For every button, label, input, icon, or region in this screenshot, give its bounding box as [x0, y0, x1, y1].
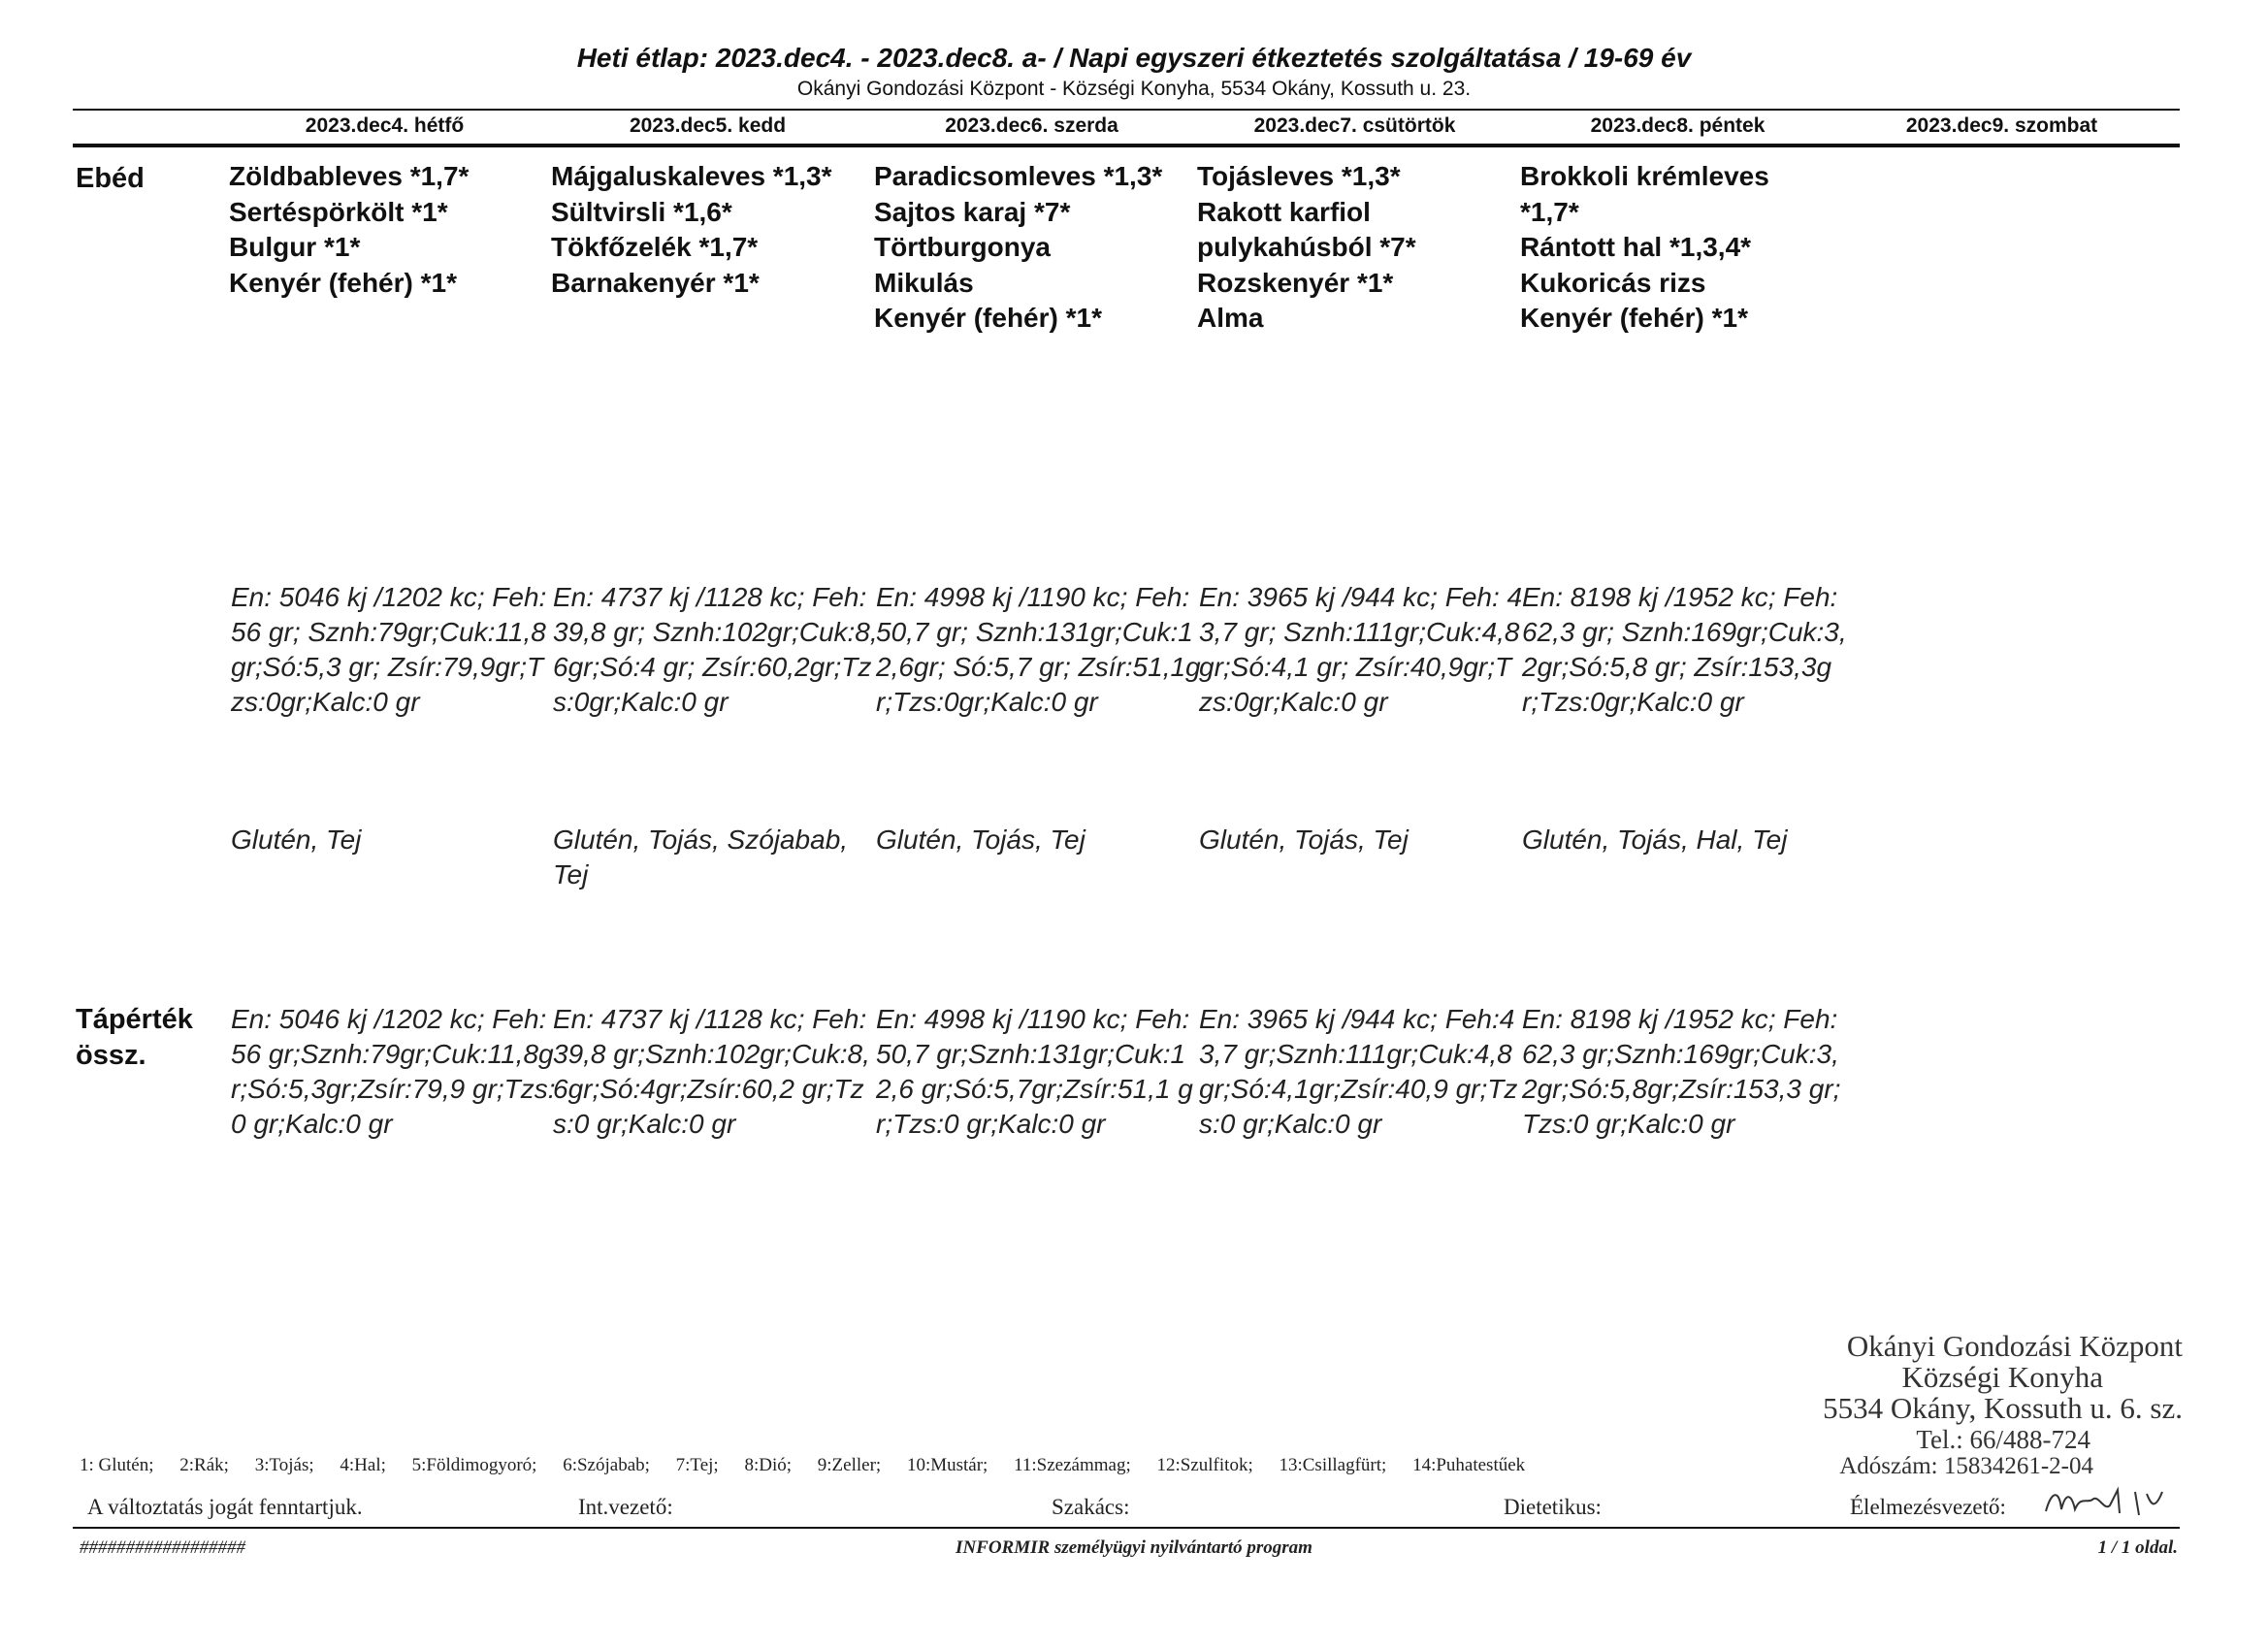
program-name: INFORMIR személyügyi nyilvántartó program — [956, 1537, 1312, 1558]
stamp-line: Adószám: 15834261-2-04 — [1839, 1453, 2093, 1479]
dish: Mikulás — [874, 267, 974, 298]
institution-stamp — [1649, 1331, 2183, 1478]
row-label-totals — [76, 1002, 193, 1074]
legend-item: 2:Rák; — [179, 1455, 229, 1475]
legend-item: 9:Zeller; — [817, 1455, 882, 1475]
dish: Kenyér (fehér) *1* — [874, 303, 1102, 333]
lunch-dishes-mon — [229, 159, 559, 301]
stamp-line: Tel.: 66/488-724 — [1916, 1425, 2090, 1454]
dish: Kenyér (fehér) *1* — [229, 267, 457, 298]
lunch-dishes-fri — [1520, 159, 1850, 337]
dish: Brokkoli krémleves — [1520, 161, 1769, 191]
hash-placeholder: ################## — [80, 1537, 245, 1558]
page-number: 1 / 1 oldal. — [2097, 1537, 2178, 1558]
lunch-dishes-thu — [1197, 159, 1527, 337]
legend-item: 4:Hal; — [340, 1455, 386, 1475]
legend-item: 11:Szezámmag; — [1014, 1455, 1131, 1475]
dish: Kenyér (fehér) *1* — [1520, 303, 1748, 333]
signature-scribble — [2042, 1482, 2187, 1521]
dish: Rántott hal *1,3,4* — [1520, 232, 1752, 262]
legend-item: 6:Szójabab; — [563, 1455, 650, 1475]
day-header: 2023.dec7. csütörtök — [1253, 114, 1456, 137]
legend-item: 14:Puhatestűek — [1412, 1455, 1526, 1475]
stamp-line: Okányi Gondozási Központ — [1846, 1329, 2183, 1363]
dish: Rakott karfiol — [1197, 196, 1371, 227]
legend-item: 12:Szulfitok; — [1156, 1455, 1253, 1475]
dish: Sültvirsli *1,6* — [551, 196, 732, 227]
dish: Tojásleves *1,3* — [1197, 161, 1401, 191]
nutrition-info: En: 4998 kj /1190 kc; Feh: 50,7 gr; Sznh:131gr;Cuk:12,6gr; Só:5,7 gr; Zsír:51,1gr;Tzs:0gr;Kalc:0 gr — [876, 582, 1201, 717]
legend-item: 13:Csillagfürt; — [1279, 1455, 1387, 1475]
dish: Sajtos karaj *7* — [874, 196, 1071, 227]
day-header: 2023.dec6. szerda — [945, 114, 1118, 137]
header-bottom-rule — [73, 144, 2180, 147]
dish: Májgaluskaleves *1,3* — [551, 161, 832, 191]
dish: Törtburgonya — [874, 232, 1051, 262]
dish: Tökfőzelék *1,7* — [551, 232, 759, 262]
stamp-line: 5534 Okány, Kossuth u. 6. sz. — [1823, 1391, 2183, 1425]
page-title: Heti étlap: 2023.dec4. - 2023.dec8. a- / Napi egyszeri étkeztetés szolgáltatása / 19-69 év — [576, 43, 1692, 73]
nutrition-totals: En: 4737 kj /1128 kc; Feh:39,8 gr;Sznh:102gr;Cuk:8,6gr;Só:4gr;Zsír:60,2 gr;Tzs:0 gr;Kalc:0 gr — [553, 1004, 870, 1139]
dish: Paradicsomleves *1,3* — [874, 161, 1163, 191]
nutrition-info: En: 4737 kj /1128 kc; Feh: 39,8 gr; Sznh:102gr;Cuk:8,6gr;Só:4 gr; Zsír:60,2gr;Tzs:0gr;Kalc:0 gr — [553, 582, 878, 717]
dish: Zöldbableves *1,7* — [229, 161, 470, 191]
allergen-list: Glutén, Tojás, Szójabab, Tej — [553, 824, 849, 889]
nutrition-info: En: 3965 kj /944 kc; Feh: 43,7 gr; Sznh:111gr;Cuk:4,8gr;Só:4,1 gr; Zsír:40,9gr;Tzs:0gr;Kalc:0 gr — [1199, 582, 1523, 717]
dish: pulykahúsból *7* — [1197, 232, 1416, 262]
cook-label: Szakács: — [1052, 1495, 1130, 1519]
day-header: 2023.dec4. hétfő — [305, 114, 465, 137]
legend-item: 8:Dió; — [744, 1455, 793, 1475]
food-manager-label: Élelmezésvezető: — [1850, 1495, 2006, 1519]
day-header: 2023.dec5. kedd — [629, 114, 787, 137]
dietitian-label: Dietetikus: — [1504, 1495, 1602, 1519]
lunch-dishes-wed — [874, 159, 1204, 337]
allergen-list: Glutén, Tojás, Tej — [876, 824, 1085, 855]
manager-label: Int.vezető: — [578, 1495, 673, 1519]
footer-rule — [73, 1527, 2180, 1529]
allergen-legend — [80, 1455, 1546, 1476]
lunch-dishes-tue — [551, 159, 881, 301]
nutrition-totals: En: 5046 kj /1202 kc; Feh:56 gr;Sznh:79gr;Cuk:11,8gr;Só:5,3gr;Zsír:79,9 gr;Tzs:0 gr;Kalc:0 gr — [231, 1004, 556, 1139]
dish: Bulgur *1* — [229, 232, 361, 262]
legend-item: 3:Tojás; — [254, 1455, 314, 1475]
legend-item: 1: Glutén; — [80, 1455, 154, 1475]
day-header: 2023.dec9. szombat — [1905, 114, 2098, 137]
row-label-lunch: Ebéd — [76, 163, 145, 194]
legend-item: 5:Földimogyoró; — [411, 1455, 537, 1475]
nutrition-info: En: 5046 kj /1202 kc; Feh: 56 gr; Sznh:79gr;Cuk:11,8gr;Só:5,3 gr; Zsír:79,9gr;Tzs:0gr;Kalc:0 gr — [231, 582, 547, 717]
dish: Kukoricás rizs — [1520, 267, 1706, 298]
disclaimer: A változtatás jogát fenntartjuk. — [87, 1495, 363, 1519]
nutrition-totals: En: 8198 kj /1952 kc; Feh:62,3 gr;Sznh:169gr;Cuk:3,2gr;Só:5,8gr;Zsír:153,3 gr;Tzs:0 gr;Kalc:0 gr — [1522, 1004, 1841, 1139]
dish: Sertéspörkölt *1* — [229, 196, 448, 227]
nutrition-totals: En: 3965 kj /944 kc; Feh:43,7 gr;Sznh:111gr;Cuk:4,8gr;Só:4,1gr;Zsír:40,9 gr;Tzs:0 gr;Kalc:0 gr — [1199, 1004, 1518, 1139]
stamp-line: Községi Konyha — [1901, 1360, 2103, 1394]
dish: Barnakenyér *1* — [551, 267, 760, 298]
header-top-rule — [73, 109, 2180, 111]
dish: *1,7* — [1520, 196, 1579, 227]
dish: Rozskenyér *1* — [1197, 267, 1394, 298]
legend-item: 10:Mustár; — [906, 1455, 988, 1475]
page-subtitle: Okányi Gondozási Központ - Községi Konyha, 5534 Okány, Kossuth u. 23. — [796, 78, 1472, 100]
legend-item: 7:Tej; — [675, 1455, 719, 1475]
nutrition-info: En: 8198 kj /1952 kc; Feh: 62,3 gr; Sznh:169gr;Cuk:3,2gr;Só:5,8 gr; Zsír:153,3gr;Tzs:0gr;Kalc:0 gr — [1522, 582, 1847, 717]
dish: Alma — [1197, 303, 1264, 333]
allergen-list: Glutén, Tojás, Tej — [1199, 824, 1409, 855]
row-label-totals-line1: Tápérték — [76, 1004, 193, 1035]
row-label-totals-line2: össz. — [76, 1040, 146, 1071]
nutrition-totals: En: 4998 kj /1190 kc; Feh:50,7 gr;Sznh:131gr;Cuk:12,6 gr;Só:5,7gr;Zsír:51,1 gr;Tzs:0 gr;Kalc:0 gr — [876, 1004, 1193, 1139]
allergen-list: Glutén, Tojás, Hal, Tej — [1522, 824, 1788, 855]
day-header: 2023.dec8. péntek — [1590, 114, 1766, 137]
allergen-list: Glutén, Tej — [231, 824, 362, 855]
